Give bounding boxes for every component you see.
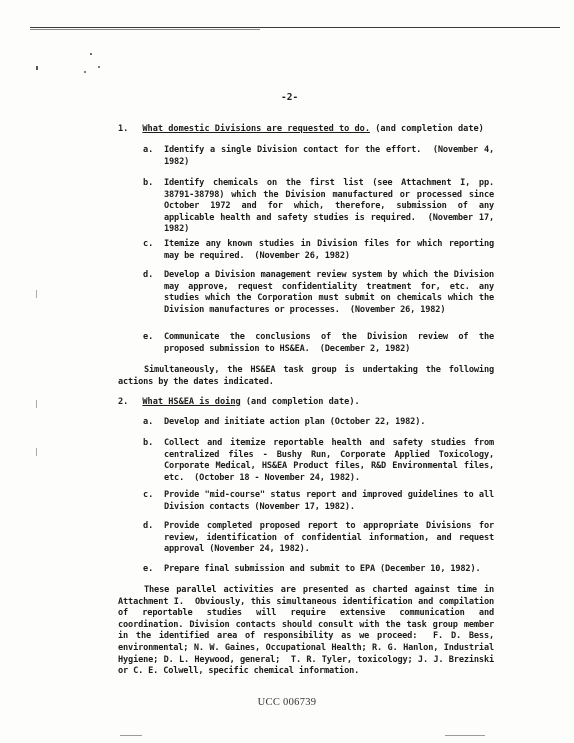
scan-artifact-bottom-line	[445, 735, 485, 736]
list-item-letter: d.	[143, 270, 154, 280]
list-item-letter: b.	[143, 178, 154, 188]
list-item-text: Provide completed proposed report to appropriate Divisions for review, identification of confidential information, and request approval (November 24, 1982).	[164, 521, 500, 555]
scan-speck	[36, 66, 38, 70]
section-2-heading	[118, 397, 360, 409]
page-number: -2-	[281, 92, 299, 103]
scan-artifact-bottom-line	[120, 735, 142, 736]
list-item-letter: b.	[143, 438, 154, 448]
list-item-text: Develop and initiate action plan (October 22, 1982).	[164, 417, 426, 427]
list-item-letter: a.	[143, 417, 154, 427]
list-item-text: Prepare final submission and submit to EPA (December 10, 1982).	[164, 564, 481, 574]
list-item-text: Develop a Division management review system by which the Division may approve, request confidentiality treatment for, etc. any studies which the Corporation must submit on chemicals which the Division manufactures or processes. (November 26, 1982)	[164, 270, 500, 315]
closing-paragraph: These parallel activities are presented as charted against time in Attachment I. Obviously, this simultaneous identification and compilation of reportable studies will require extensive communication and coordination. Division contacts should consult with the task group member in the identified area of responsibility as we proceed: F. D. Bess, environmental; N. W. Gaines, Occupational Health; R. G. Hanlon, Industrial Hygiene; D. L. Heywood, general; T. R. Tyler, toxicology; J. J. Brezinski or C. E. Colwell, specific chemical information.	[118, 585, 500, 677]
section-number: 1.	[118, 124, 129, 134]
scan-artifact-top-line	[30, 27, 560, 28]
list-item-text: Identify chemicals on the first list (see Attachment I, pp. 38791-38798) which the Division manufactured or processed since October 1972 and for which, therefore, submission of any applicable health and safety studies is required. (November 17, 1982)	[164, 178, 500, 235]
list-item-text: Provide "mid-course" status report and improved guidelines to all Division contacts (November 17, 1982).	[164, 490, 500, 512]
section-title-suffix: (and completion date).	[240, 397, 360, 407]
section-1-heading	[118, 124, 484, 136]
list-item-text: Identify a single Division contact for the effort. (November 4, 1982)	[164, 145, 500, 167]
scan-artifact-top-line-2	[30, 29, 260, 30]
list-item-letter: c.	[143, 239, 154, 249]
section-title: What domestic Divisions are requested to do.	[142, 124, 371, 134]
section-title: What HS&EA is doing	[142, 397, 241, 407]
list-item-letter: e.	[143, 332, 154, 342]
list-item-letter: e.	[143, 564, 154, 574]
list-item-letter: c.	[143, 490, 154, 500]
scan-speck	[36, 448, 37, 456]
scan-speck	[36, 290, 37, 298]
intro-paragraph: Simultaneously, the HS&EA task group is undertaking the following actions by the dates indicated.	[118, 365, 500, 387]
section-number: 2.	[118, 397, 129, 407]
scan-speck	[36, 400, 37, 408]
list-item-letter: d.	[143, 521, 154, 531]
list-item-text: Itemize any known studies in Division files for which reporting may be required. (November 26, 1982)	[164, 239, 500, 261]
list-item-text: Collect and itemize reportable health and safety studies from centralized files - Bushy Run, Corporate Applied Toxicology, Corporate Medical, HS&EA Product files, R&D Environmental files, etc. (October 18 - November 24, 1982).	[164, 438, 500, 483]
section-title-suffix: (and completion date)	[370, 124, 484, 134]
list-item-letter: a.	[143, 145, 154, 155]
bates-number: UCC 006739	[257, 697, 317, 708]
scan-speck	[84, 71, 86, 73]
scan-speck	[90, 53, 92, 55]
list-item-text: Communicate the conclusions of the Division review of the proposed submission to HS&EA. (December 2, 1982)	[164, 332, 500, 354]
scan-speck	[98, 66, 100, 68]
